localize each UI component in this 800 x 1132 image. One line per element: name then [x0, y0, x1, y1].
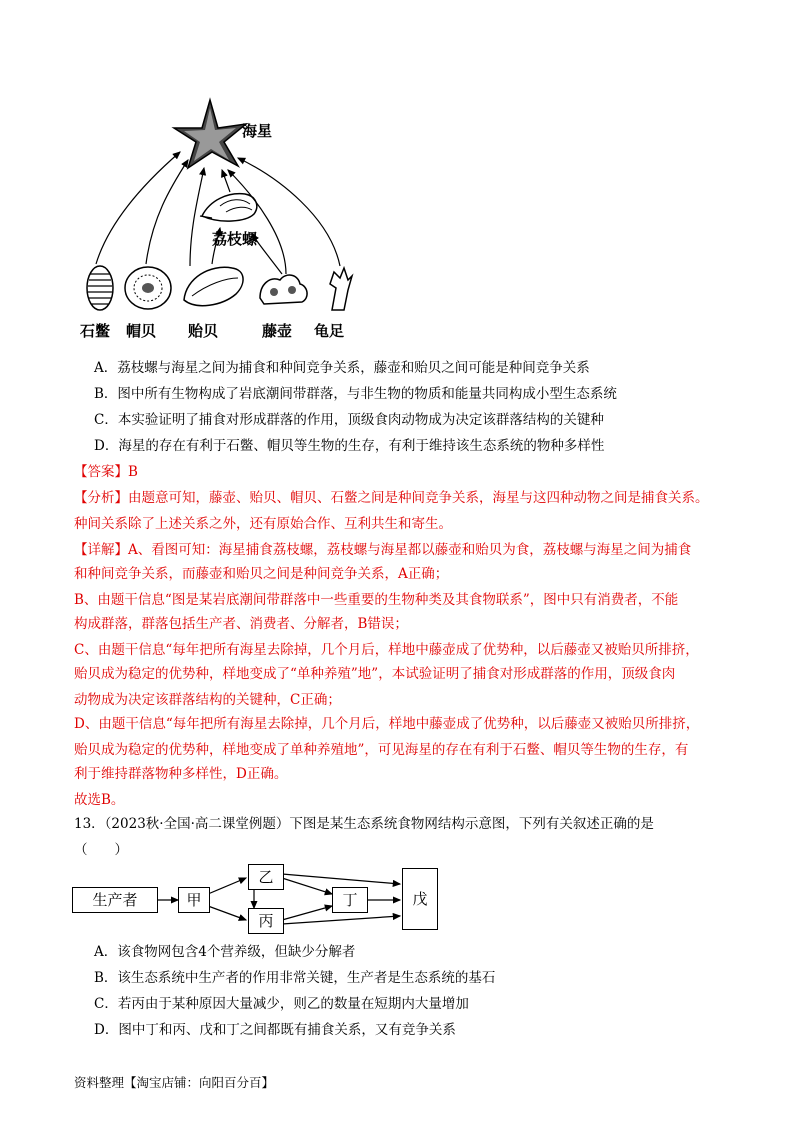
detail-line-8: D、由题干信息“每年把所有海星去除掉，几个月后，样地中藤壶成了优势种，以后藤壶又被贻贝所排挤，: [74, 716, 700, 732]
chiton-label: 石鳖: [80, 322, 111, 340]
detail-line-9: 贻贝成为稳定的优势种，样地变成了单种养殖地”，可见海星的存在有利于石鳖、帽贝等生物的生存，有: [74, 742, 689, 758]
answer: 【答案】B: [74, 464, 138, 480]
starfish-label: 海星: [242, 122, 273, 140]
detail-line-7: 动物成为决定该群落结构的关键种，C正确；: [74, 692, 341, 708]
bing-box: 丙: [248, 908, 284, 934]
analysis-line-1: 【分析】由题意可知，藤壶、贻贝、帽贝、石鳖之间是种间竞争关系，海星与这四种动物之间是捕食关系。: [74, 490, 709, 506]
detail-line-3: B、由题干信息“图是某岩底潮间带群落中一些重要的生物种类及其食物联系”，图中只有消费者，不能: [74, 592, 679, 608]
gooseneck-barnacle-icon: [330, 268, 352, 310]
barnacle-label: 藤壶: [262, 322, 293, 340]
option-b: B．图中所有生物构成了岩底潮间带群落，与非生物的物质和能量共同构成小型生态系统: [94, 386, 617, 402]
food-web-drawing: [60, 88, 380, 346]
option-c: C．本实验证明了捕食对形成群落的作用，顶级食肉动物成为决定该群落结构的关键种: [94, 412, 604, 428]
q13-option-a: A．该食物网包含4个营养级，但缺少分解者: [94, 944, 356, 960]
detail-line-5: C、由题干信息“每年把所有海星去除掉，几个月后，样地中藤壶成了优势种，以后藤壶又被贻贝所排挤，: [74, 642, 699, 658]
limpet-label: 帽贝: [126, 322, 157, 340]
detail-line-2: 和种间竞争关系，而藤壶和贻贝之间是种间竞争关系，A正确；: [74, 566, 449, 582]
starfish-icon: [174, 100, 246, 168]
detail-line-4: 构成群落，群落包括生产者、消费者、分解者，B错误；: [74, 616, 408, 632]
wu-box: 戊: [402, 868, 438, 930]
detail-line-10: 利于维持群落物种多样性，D正确。: [74, 766, 288, 782]
jia-box: 甲: [178, 887, 210, 913]
ding-box: 丁: [332, 887, 368, 913]
analysis-line-2: 种间关系除了上述关系之外，还有原始合作、互利共生和寄生。: [74, 516, 452, 532]
q13-option-d: D．图中丁和丙、戊和丁之间都既有捕食关系，又有竞争关系: [94, 1022, 456, 1038]
option-d: D．海星的存在有利于石鳖、帽贝等生物的生存，有利于维持该生态系统的物种多样性: [94, 438, 605, 454]
footer-source: 资料整理【淘宝店铺：向阳百分百】: [74, 1075, 275, 1090]
gooseneck-barnacle-label: 龟足: [314, 322, 345, 340]
detail-line-1: 【详解】A、看图可知：海星捕食荔枝螺，荔枝螺与海星都以藤壶和贻贝为食，荔枝螺与海星之间为捕食: [74, 542, 692, 558]
q13-option-c: C．若丙由于某种原因大量减少，则乙的数量在短期内大量增加: [94, 996, 469, 1012]
food-chain-diagram: [70, 862, 440, 934]
mussel-label: 贻贝: [188, 322, 219, 340]
barnacle-icon: [260, 275, 307, 304]
detail-line-6: 贻贝成为稳定的优势种，样地变成了“单种养殖”地”，本试验证明了捕食对形成群落的作用，顶级食肉: [74, 666, 676, 682]
whelk-label: 荔枝螺: [212, 230, 258, 248]
q13-stem-line-2: （ ）: [74, 842, 128, 858]
mussel-icon: [184, 267, 243, 305]
whelk-icon: [200, 194, 257, 221]
yi-box: 乙: [248, 864, 284, 890]
food-web-figure: [60, 88, 380, 346]
q13-stem-line-1: 13．（2023秋·全国·高二课堂例题）下图是某生态系统食物网结构示意图，下列有关叙述正确的是: [74, 816, 654, 832]
q13-option-b: B．该生态系统中生产者的作用非常关键，生产者是生态系统的基石: [94, 970, 496, 986]
producer-box: 生产者: [72, 887, 158, 913]
chiton-icon: [87, 266, 113, 310]
conclusion: 故选B。: [74, 792, 125, 808]
option-a: A．荔枝螺与海星之间为捕食和种间竞争关系，藤壶和贻贝之间可能是种间竞争关系: [94, 360, 590, 376]
limpet-icon: [125, 267, 171, 309]
